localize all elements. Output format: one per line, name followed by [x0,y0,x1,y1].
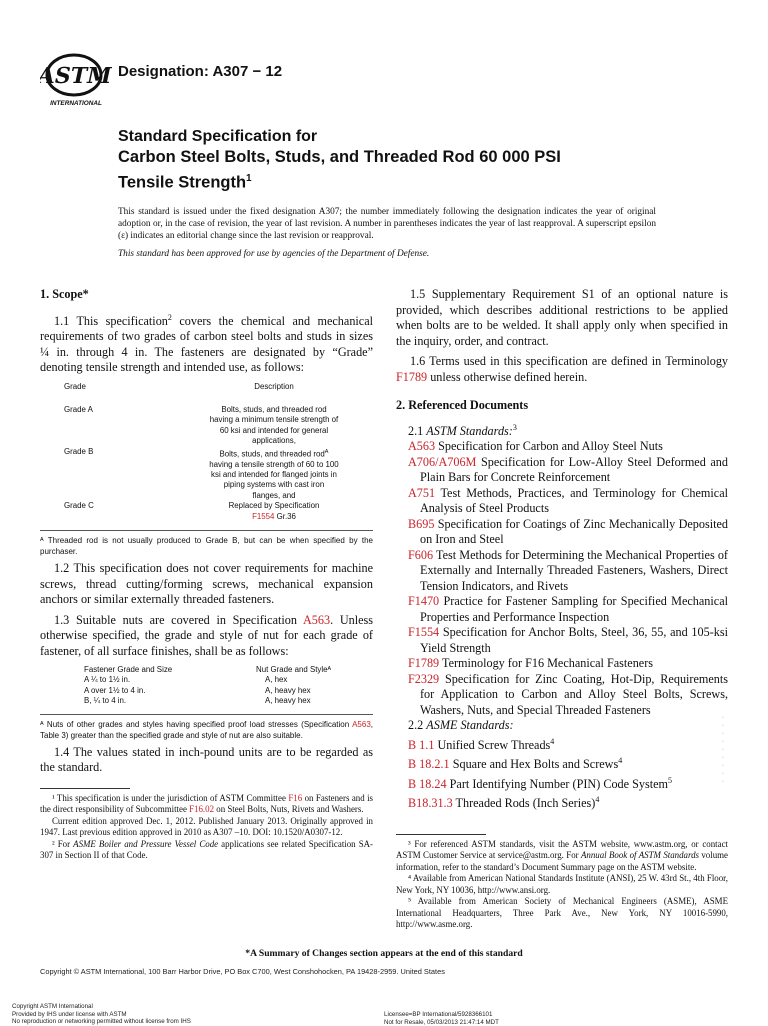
footnote-divider [396,834,486,835]
list-item: A751 Test Methods, Practices, and Terminology for Chemical Analysis of Steel Products [408,485,728,516]
link-a706[interactable]: A706/A706M [408,454,477,469]
list-item: F1470 Practice for Fastener Sampling for Specified Mechanical Properties and Performance Inspection [408,594,728,624]
list-item: F606 Test Methods for Determining the Mechanical Properties of Externally and Internally Threaded Fasteners, Washers, Direct Tension Indicators, and Rivets [408,547,728,593]
link-f16[interactable]: F16 [288,792,303,803]
list-item: B 18.2.1 Square and Hex Bolts and Screws$^4$ [408,756,623,772]
nut-col-header: Nut Grade and Styleᴬ [256,665,332,675]
paragraph-1-6: 1.6 Terms used in this specification are defined in Terminology F1789 unless otherwise defined herein. [396,354,728,384]
footnotes-right [396,839,728,931]
grade-table-note: ᴬ Threaded rod is not usually produced to Grade B, but can be when specified by the purchaser. [40,536,373,557]
link-f606[interactable]: F606 [408,547,434,562]
table-row: Grade C Replaced by Specification F1554 Gr.36 [64,501,320,521]
link-f1789[interactable]: F1789 [396,369,428,384]
nut-table [84,665,364,707]
svg-text:ASTM: ASTM [40,63,112,89]
link-f1789-ref[interactable]: F1789 [408,656,440,671]
nut-table-note: ᴬ Nuts of other grades and styles having specified proof load stresses (Specification A563, Table 3) greater than the specified grade and style of nut are also suitable. [40,719,373,740]
svg-text:INTERNATIONAL: INTERNATIONAL [50,100,102,107]
link-f1554-ref[interactable]: F1554 [408,625,440,640]
paragraph-1-2: 1.2 This specification does not cover requirements for machine screws, thread cutting/forming screws, mechanical expansion anchors or similar externally threaded fasteners. [40,561,373,607]
list-item: B 18.24 Part Identifying Number (PIN) Code System$^5$ [408,775,672,791]
license-info-left: Copyright ASTM International Provided by IHS under license with ASTM No reproduction or networking permitted without license from IHS [12,1003,191,1026]
table-row: Grade B Bolts, studs, and threaded rod$^A$ having a tensile strength of 60 to 100 ksi and intended for flanged joints in piping systems with cast iron flanges, and [64,446,339,500]
list-item: F1789 Terminology for F16 Mechanical Fasteners [408,656,654,671]
list-item: F2329 Specification for Zinc Coating, Hot-Dip, Requirements for Application to Carbon and Alloy Steel Bolts, Screws, Washers, Nuts, and Special Threaded Fasteners [408,671,728,717]
license-info-right: Licensee=BP International/5928366101 Not for Resale, 05/03/2013 21:47:14 MDT [384,1011,499,1026]
footnotes-left [40,793,373,862]
title-line-2: Carbon Steel Bolts, Studs, and Threaded Rod 60 000 PSI [118,148,561,166]
asme-reference-list [396,734,728,812]
link-a563[interactable]: A563 [302,612,331,627]
list-item: B 1.1 Unified Screw Threads$^4$ [408,736,555,752]
list-item: B18.31.3 Threaded Rods (Inch Series)$^4$ [408,795,600,811]
margin-dots: · · · · · · · · · [722,715,724,785]
table-row: A over 1½ to 4 in. A, heavy hex [84,685,311,695]
description-col-header: Description [254,381,294,391]
list-item: A706/A706M Specification for Low-Alloy Steel Deformed and Plain Bars for Concrete Reinforcement [408,454,728,485]
footnote-5: ⁵ Available from American Society of Mechanical Engineers (ASME), ASME International Headquarters, Three Park Ave., New York, NY 10016-5990, http://www.asme.org. [396,896,728,930]
astm-logo [40,50,112,110]
section-heading-scope: 1. Scope* [40,287,89,301]
intro-text: This standard is issued under the fixed designation A307; the number immediately following the designation indicates the year of original adoption or, in the case of revision, the year of last revision. A number in parentheses indicates the year of last reapproval. A superscript epsilon (ε) indicates an editorial change since the last revision or reapproval. [118,207,656,242]
paragraph-1-3: 1.3 Suitable nuts are covered in Specification A563. Unless otherwise specified, the grade and style of nut for each grade of fastener, of all surface finishes, shall be as follows: [40,612,373,658]
link-a563-note[interactable]: A563 [352,719,371,729]
astm-reference-list [396,439,728,718]
table-row: Grade A Bolts, studs, and threaded rod having a minimum tensile strength of 60 ksi and intended for general applications, [64,404,339,446]
footnote-3: ³ For referenced ASTM standards, visit the ASTM website, www.astm.org, or contact ASTM Customer Service at service@astm.org. For Annual Book of ASTM Standards volume information, refer to the standard’s Document Summary page on the ASTM website. [396,838,728,872]
right-column [396,287,728,931]
section-heading-referenced: 2. Referenced Documents [396,398,529,412]
link-b695[interactable]: B695 [408,516,435,531]
footnote-1-edition: Current edition approved Dec. 1, 2012. Published January 2013. Originally approved in 1947. Last previous edition approved in 2010 as A307 –10. DOI: 10.1520/A0307-12. [40,815,373,838]
table-row: A ¼ to 1½ in. A, hex [84,675,288,685]
title-line-1: Standard Specification for [118,128,318,145]
link-f2329[interactable]: F2329 [408,671,440,686]
list-item: A563 Specification for Carbon and Alloy Steel Nuts [408,439,663,454]
copyright-line: Copyright © ASTM International, 100 Barr Harbor Drive, PO Box C700, West Conshohocken, PA 19428-2959. United States [40,967,445,976]
table-row: B, ¼ to 4 in. A, heavy hex [84,696,311,706]
link-f16-02[interactable]: F16.02 [189,804,215,815]
fastener-col-header: Fastener Grade and Size [84,665,173,675]
astm-logo-graphic [40,50,112,110]
footnote-4: ⁴ Available from American National Standards Institute (ANSI), 25 W. 43rd St., 4th Floor, New York, NY 10036, http://www.ansi.org. [396,873,728,895]
document-title [118,127,678,194]
dod-note: This standard has been approved for use by agencies of the Department of Defense. [118,249,430,259]
grade-col-header: Grade [64,381,86,391]
link-f1554[interactable]: F1554 [252,511,275,521]
footnote-1: ¹ This specification is under the jurisdiction of ASTM Committee F16 on Fasteners and is the direct responsibility of Subcommittee F16.02 on Steel Bolts, Nuts, Rivets and Washers. [40,792,373,815]
list-item: B695 Specification for Coatings of Zinc Mechanically Deposited on Iron and Steel [408,516,728,547]
link-b18-2-1[interactable]: B 18.2.1 [408,757,450,772]
link-a751[interactable]: A751 [408,485,436,500]
link-b18-24[interactable]: B 18.24 [408,776,447,791]
left-column [40,287,373,862]
footnote-divider [40,788,130,789]
title-line-3: Tensile Strength$^1$ [118,173,252,192]
summary-note: *A Summary of Changes section appears at the end of this standard [245,948,523,959]
link-a563-ref[interactable]: A563 [408,439,436,454]
grade-table [64,382,364,523]
link-f1470[interactable]: F1470 [408,594,440,609]
link-b18-31-3[interactable]: B18.31.3 [408,796,453,811]
link-b1-1[interactable]: B 1.1 [408,737,435,752]
footnote-2: ² For ASME Boiler and Pressure Vessel Code applications see related Specification SA-307 in Section II of that Code. [40,838,374,861]
asme-standards-heading: 2.2 ASME Standards: [408,718,514,733]
designation: Designation: A307 − 12 [118,63,283,80]
astm-standards-heading: 2.1 ASTM Standards:$^3$ [408,422,517,438]
paragraph-1-1: 1.1 This specification$^2$ covers the chemical and mechanical requirements of two grades of carbon steel bolts and studs in sizes ¼ in. through 4 in. The fasteners are designated by “Grade” denoting tensile strength and intended use, as follows: [40,312,373,375]
paragraph-1-5: 1.5 Supplementary Requirement S1 of an optional nature is provided, which describes additional restrictions to be applied when bolts are to be welded. It shall apply only when specified in the inquiry, order, and contract. [396,287,728,348]
paragraph-1-4: 1.4 The values stated in inch-pound units are to be regarded as the standard. [40,744,373,775]
list-item: F1554 Specification for Anchor Bolts, Steel, 36, 55, and 105-ksi Yield Strength [408,625,728,655]
